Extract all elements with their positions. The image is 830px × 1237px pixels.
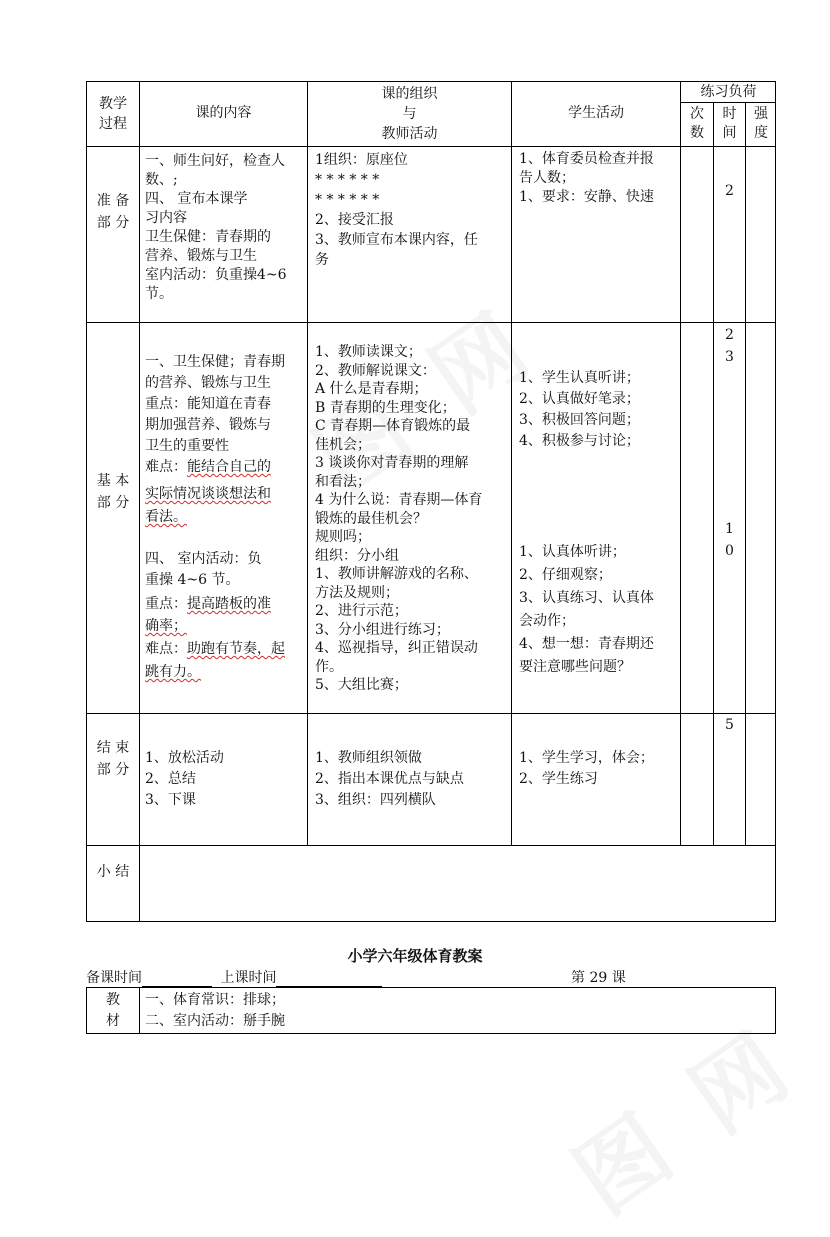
closing-student: 1、学生学习，体会； 2、学生练习: [519, 750, 654, 787]
basic-content-difficulty-b-2: 跳有力。: [145, 664, 201, 680]
lesson-title: 小学六年级体育教案: [347, 947, 483, 965]
keypoint-label: 重点：: [145, 596, 187, 612]
basic-student-b: 1、认真体听讲； 2、仔细观察； 3、认真练习、认真体 会动作； 4、想一想：青春期还 要注意哪些问题？: [519, 544, 654, 675]
basic-content-difficulty: [145, 457, 307, 478]
difficulty-b-text: 助跑有节奏，起: [187, 641, 285, 657]
basic-content-keypoint-2: 确率；: [145, 618, 187, 634]
header-practice-load: 练习负荷: [700, 84, 757, 100]
header-content: 课的内容: [195, 105, 252, 121]
basic-time-a: 2 3: [725, 327, 734, 365]
lesson-number: 第 29 课: [571, 970, 626, 986]
header-student-activity: 学生活动: [568, 105, 624, 121]
difficulty-b-label: 难点：: [145, 641, 187, 657]
keypoint-text: 提高踏板的准: [187, 596, 271, 612]
class-time-blank[interactable]: [276, 970, 382, 987]
header-time: 时 间: [722, 106, 737, 141]
class-time-label: 上课时间: [220, 970, 277, 986]
materials-label: 教 材: [106, 992, 120, 1029]
header-process: 教学 过程: [99, 96, 127, 132]
basic-organization: 1、教师读课文； 2、教师解说课文： A 什么是青春期； B 青春期的生理变化； C 青春期—体育锻炼的最 佳机会； 3 谈谈你对青春期的理解 和看法； 4 为什么说：青春期—体育 锻炼的最佳机会？ 规则吗； 组织：分小组 1、教师讲解游戏的名称、 方法及规则； 2、进行示范； 3、分小组进行练习； 4、巡视指导，纠正错误动 作。 5、大组比赛；: [315, 344, 483, 693]
stage-closing: 结 束 部 分: [96, 740, 130, 778]
prep-time-label: 备课时间: [86, 970, 142, 986]
stage-basic: 基 本 部 分: [96, 473, 130, 511]
stage-summary: 小 结: [96, 864, 130, 880]
prep-time-blank[interactable]: [142, 970, 212, 987]
closing-organization: 1、教师组织领做 2、指出本课优点与缺点 3、组织：四列横队: [315, 750, 464, 808]
basic-content-exercise: 四、 室内活动：负 重操 4~6 节。: [145, 551, 262, 588]
basic-student-a: 1、学生认真听讲； 2、认真做好笔录； 3、积极回答问题； 4、积极参与讨论；: [519, 370, 640, 449]
prep-content: 一、师生问好，检查人 数、; 四、 宣布本课学 习内容 卫生保健：青春期的 营养、锻炼与卫生 室内活动：负重操4~6 节。: [145, 153, 287, 302]
header-count: 次 数: [690, 106, 704, 141]
basic-content-difficulty-b: [145, 640, 285, 659]
basic-content-health: 一、卫生保健；青春期 的营养、锻炼与卫生 重点：能知道在青春 期加强营养、锻炼与 卫生的重要性: [145, 354, 285, 454]
basic-content-difficulty-2: 实际情况谈谈想法和: [145, 486, 271, 502]
prep-organization: 1组织：原座位 * * * * * * * * * * * * 2、接受汇报 3、教师宣布本课内容，任 务: [315, 152, 478, 268]
difficulty-label: 难点：: [145, 459, 187, 475]
closing-content: 1、放松活动 2、总结 3、下课: [145, 750, 224, 808]
closing-time: 5: [725, 717, 734, 733]
prep-time: 2: [725, 183, 734, 199]
materials-content: 一、体育常识：排球； 二、室内活动：掰手腕: [145, 992, 285, 1029]
lesson-meta: [86, 967, 776, 987]
difficulty-text: 能结合自己的: [187, 459, 271, 475]
basic-content-difficulty-3: 看法。: [145, 509, 187, 525]
prep-student: 1、体育委员检查并报 告人数； 1、要求：安静、快速: [519, 151, 654, 205]
stage-preparation: 准 备 部 分: [96, 193, 130, 231]
basic-time-b: 1 0: [725, 521, 734, 559]
header-organization: 课的组织 与 教师活动: [381, 86, 438, 142]
basic-content-keypoint: [145, 595, 271, 614]
header-intensity: 强 度: [754, 106, 768, 141]
